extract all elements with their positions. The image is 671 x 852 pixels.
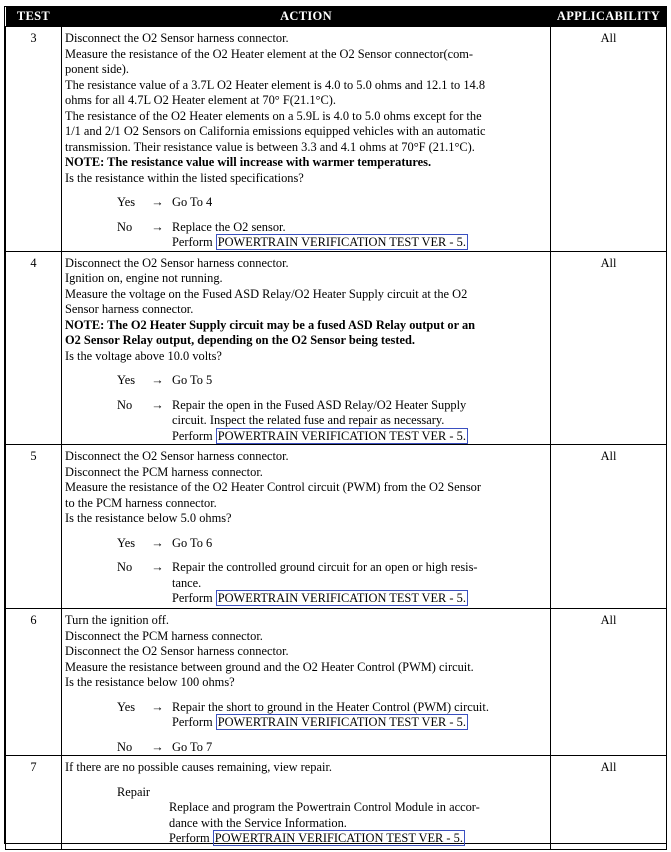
header-test: TEST [6,7,62,27]
test-table [5,7,667,850]
yes-branch [117,373,544,389]
perform-prefix: Perform [169,831,210,845]
action-line: The resistance of the O2 Heater elements on a 5.9L is 4.0 to 5.0 ohms except for the [65,108,482,123]
no-branch [117,398,544,445]
header-action: ACTION [62,7,551,27]
action-line: Disconnect the PCM harness connector. [65,628,263,643]
question-text: Is the voltage above 10.0 volts? [65,348,222,363]
action-line: to the PCM harness connector. [65,495,217,510]
action-line: 1/1 and 2/1 O2 Sensors on California emissions equipped vehicles with an automatic [65,124,486,138]
action-line: Disconnect the O2 Sensor harness connector. [65,31,289,45]
applicability-cell: All [551,445,667,609]
verification-test-link[interactable]: POWERTRAIN VERIFICATION TEST VER - 5. [217,235,466,249]
test-number: 3 [6,27,62,252]
note-text: NOTE: The O2 Heater Supply circuit may be a fused ASD Relay output or an [65,317,476,332]
action-line: Disconnect the O2 Sensor harness connector. [65,449,289,463]
perform-prefix: Perform [172,715,213,729]
yes-branch [117,195,544,211]
perform-line [172,235,544,251]
no-text-block [172,560,544,607]
action-line: The resistance value of a 3.7L O2 Heater element is 4.0 to 5.0 ohms and 12.1 to 14.8 [65,77,486,92]
test-row-4 [6,251,667,445]
no-text: Replace the O2 sensor. [172,219,286,234]
no-label: No [117,397,133,412]
no-label: No [117,739,133,754]
applicability-cell: All [551,251,667,445]
verification-test-link[interactable]: POWERTRAIN VERIFICATION TEST VER - 5. [217,591,466,605]
action-line: Disconnect the PCM harness connector. [65,464,263,479]
no-branch [117,560,544,607]
action-line: transmission. Their resistance value is between 3.3 and 4.1 ohms at 70°F (21.1°C). [65,139,475,154]
no-text-block [172,220,544,251]
no-text: circuit. Inspect the related fuse and repair as necessary. [172,413,445,427]
diagnostic-test-table [4,6,667,844]
yes-text-block [172,700,544,731]
action-line: ponent side). [65,62,130,76]
no-text: Repair the controlled ground circuit for an open or high resis- [172,560,478,574]
yes-text: Repair the short to ground in the Heater Control (PWM) circuit. [172,699,489,714]
question-text: Is the resistance below 100 ohms? [65,675,235,689]
action-line: Measure the resistance of the O2 Heater Control circuit (PWM) from the O2 Sensor [65,480,481,494]
arrow-icon: → [151,739,164,754]
action-line: Turn the ignition off. [65,613,169,627]
yes-label: Yes [117,373,136,387]
verification-test-link[interactable]: POWERTRAIN VERIFICATION TEST VER - 5. [217,428,466,443]
action-cell [62,27,551,252]
action-cell [62,445,551,609]
action-line: Ignition on, engine not running. [65,271,223,285]
action-cell [62,251,551,445]
arrow-icon: → [151,219,164,234]
applicability-cell: All [551,609,667,756]
yes-text: Go To 4 [172,195,213,209]
repair-text: Replace and program the Powertrain Control Module in accor- [169,800,480,814]
applicability-cell: All [551,756,667,850]
yes-label: Yes [117,699,136,714]
action-line: Measure the voltage on the Fused ASD Relay/O2 Heater Supply circuit at the O2 [65,286,468,301]
perform-line [172,591,544,607]
action-line: Measure the resistance of the O2 Heater element at the O2 Sensor connector(com- [65,46,474,61]
action-line: Measure the resistance between ground and the O2 Heater Control (PWM) circuit. [65,659,474,674]
action-cell [62,756,551,850]
no-text: tance. [172,575,202,590]
perform-prefix: Perform [172,235,213,249]
yes-branch [117,700,544,731]
no-label: No [117,219,133,234]
action-line: ohms for all 4.7L O2 Heater element at 70° F(21.1°C). [65,93,336,107]
test-row-7 [6,756,667,850]
arrow-icon: → [151,560,164,574]
no-text-block [172,398,544,445]
yes-label: Yes [117,535,136,550]
perform-line [172,715,544,731]
verification-test-link[interactable]: POWERTRAIN VERIFICATION TEST VER - 5. [214,831,463,845]
yes-branch [117,536,544,552]
arrow-icon: → [151,397,164,412]
test-number: 7 [6,756,62,850]
test-row-5 [6,445,667,609]
verification-test-link[interactable]: POWERTRAIN VERIFICATION TEST VER - 5. [217,715,466,729]
perform-line [169,831,544,847]
arrow-icon: → [151,373,164,387]
arrow-icon: → [151,195,164,209]
note-text: O2 Sensor Relay output, depending on the O2 Sensor being tested. [65,333,415,347]
repair-label: Repair [117,784,151,799]
yes-label: Yes [117,195,136,209]
yes-text: Go To 6 [172,535,213,550]
test-number: 4 [6,251,62,445]
perform-prefix: Perform [172,428,213,443]
no-text: Repair the open in the Fused ASD Relay/O2 Heater Supply [172,397,467,412]
no-text: Go To 7 [172,739,213,754]
question-text: Is the resistance within the listed specifications? [65,170,304,185]
yes-text: Go To 5 [172,373,213,387]
action-cell [62,609,551,756]
no-branch [117,740,544,756]
action-line: Sensor harness connector. [65,302,194,316]
test-number: 6 [6,609,62,756]
repair-text: dance with the Service Information. [169,815,347,830]
no-label: No [117,560,133,574]
no-branch [117,220,544,251]
header-row [6,7,667,27]
perform-prefix: Perform [172,591,213,605]
header-applicability: APPLICABILITY [551,7,667,27]
applicability-cell: All [551,27,667,252]
arrow-icon: → [151,535,164,550]
test-row-6 [6,609,667,756]
perform-line [172,429,544,445]
test-number: 5 [6,445,62,609]
action-line: Disconnect the O2 Sensor harness connector. [65,644,289,658]
arrow-icon: → [151,699,164,714]
note-text: NOTE: The resistance value will increase with warmer temperatures. [65,155,432,169]
question-text: Is the resistance below 5.0 ohms? [65,511,232,525]
test-row-3 [6,27,667,252]
action-line: Disconnect the O2 Sensor harness connector. [65,255,289,270]
action-line: If there are no possible causes remaining, view repair. [65,760,332,774]
